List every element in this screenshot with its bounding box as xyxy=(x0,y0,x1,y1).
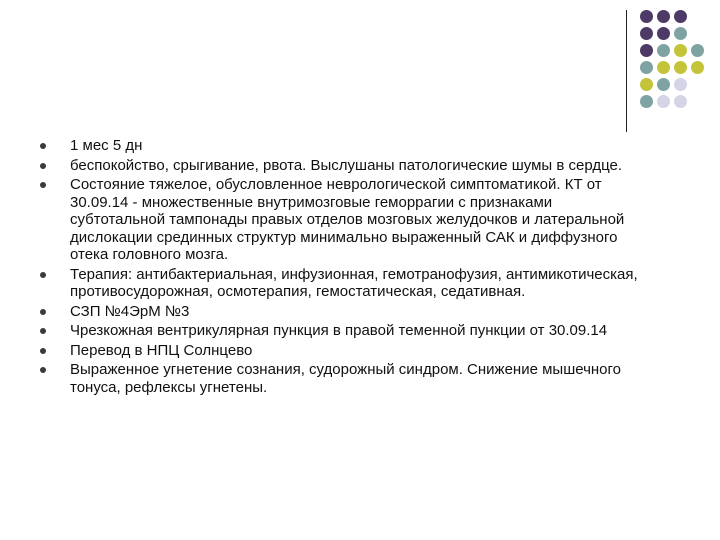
list-item-text: СЗП №4ЭрМ №3 xyxy=(70,302,190,320)
list-item xyxy=(40,361,640,396)
bullet-icon xyxy=(40,309,46,315)
decorative-dot xyxy=(691,44,704,57)
decorative-dot xyxy=(640,78,653,91)
decorative-dot xyxy=(691,61,704,74)
decorative-dot xyxy=(674,61,687,74)
list-item-text: Чрезкожная вентрикулярная пункция в правой теменной пункции от 30.09.14 xyxy=(70,322,608,339)
list-item xyxy=(40,157,640,175)
list-item-text: Терапия: антибактериальная, инфузионная, гемотранофузия, антимикотическая, противосудорожная, осмотерапия, гемостатическая, седативная. xyxy=(70,265,638,300)
decorative-dot xyxy=(691,10,704,23)
decorative-dot xyxy=(640,10,653,23)
decorative-dot xyxy=(657,95,670,108)
decorative-dot xyxy=(640,61,653,74)
decorative-dot xyxy=(657,27,670,40)
list-item-text: Выраженное угнетение сознания, судорожный синдром. Снижение мышечного тонуса, рефлексы угнетены. xyxy=(70,361,621,396)
decorative-dot xyxy=(691,27,704,40)
list-item xyxy=(40,342,640,360)
list-item-text: 1 мес 5 дн xyxy=(70,137,143,154)
decorative-dot xyxy=(674,27,687,40)
decorative-dot-grid xyxy=(640,10,705,109)
list-item xyxy=(40,266,640,301)
bullet-icon xyxy=(40,182,46,188)
bullet-icon xyxy=(40,328,46,334)
bullet-icon xyxy=(40,348,46,354)
bullet-list xyxy=(40,137,640,396)
decorative-dot xyxy=(640,27,653,40)
list-item xyxy=(40,137,640,155)
list-item xyxy=(40,303,640,321)
decorative-dot xyxy=(657,44,670,57)
decorative-dot xyxy=(640,44,653,57)
decorative-dot xyxy=(674,95,687,108)
decorative-vertical-line xyxy=(626,10,627,132)
bullet-icon xyxy=(40,272,46,278)
decorative-dot xyxy=(674,78,687,91)
bullet-icon xyxy=(40,143,46,149)
list-item-text: Состояние тяжелое, обусловленное неврологической симптоматикой. КТ от 30.09.14 - множественные внутримозговые геморрагии с признаками субтотальной тампонады правых отделов мозговых желудочков и латеральной дислокации срединных структур минимально выраженный САК и диффузного отека головного мозга. xyxy=(70,176,625,263)
decorative-dot xyxy=(674,44,687,57)
decorative-dot xyxy=(691,95,704,108)
list-item xyxy=(40,176,640,264)
bullet-icon xyxy=(40,367,46,373)
decorative-dot xyxy=(691,78,704,91)
list-item-text: беспокойство, срыгивание, рвота. Выслушаны патологические шумы в сердце. xyxy=(70,156,623,174)
decorative-dot xyxy=(657,10,670,23)
list-item xyxy=(40,322,640,340)
decorative-dot xyxy=(674,10,687,23)
decorative-dot xyxy=(640,95,653,108)
decorative-dot xyxy=(657,61,670,74)
decorative-dot xyxy=(657,78,670,91)
slide-body xyxy=(40,137,640,398)
bullet-icon xyxy=(40,163,46,169)
list-item-text: Перевод в НПЦ Солнцево xyxy=(70,341,253,359)
